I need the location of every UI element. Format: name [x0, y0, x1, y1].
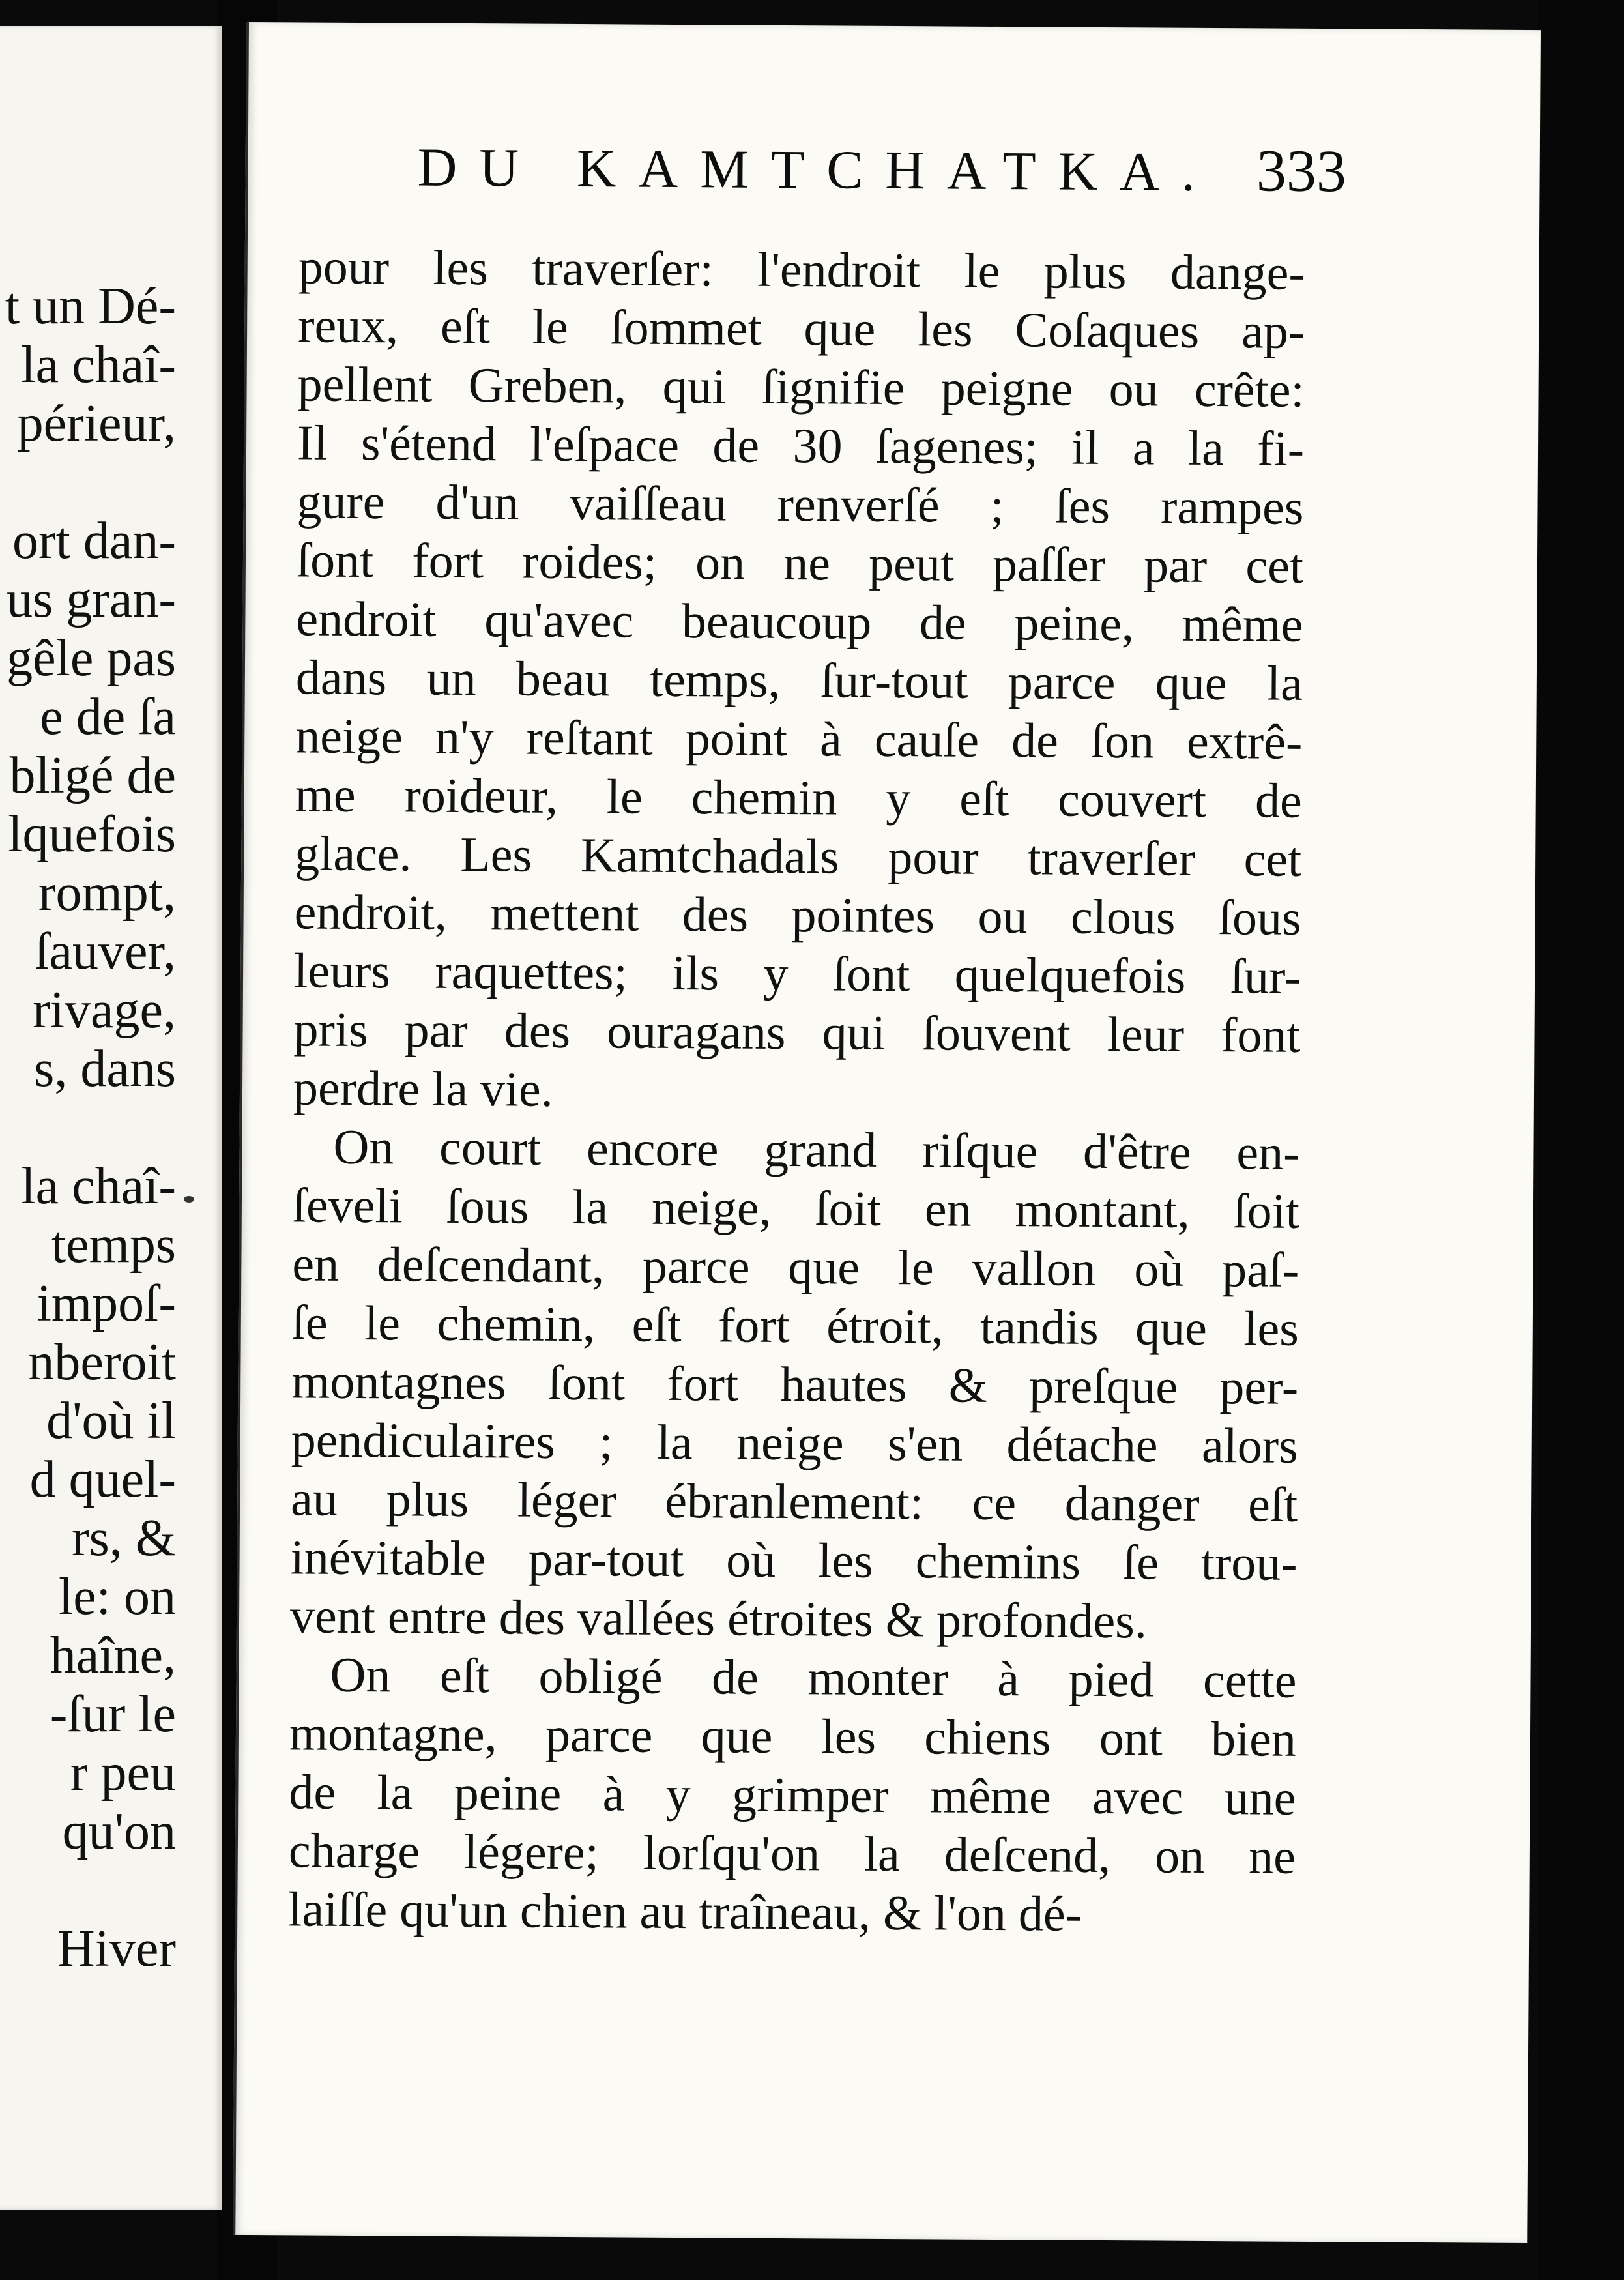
running-title: DU KAMTCHATKA.	[417, 137, 1218, 203]
left-fragment-line: rompt,	[38, 864, 176, 922]
left-fragment-line: le: on	[59, 1568, 176, 1626]
text-line: neige n'y reſtant point à cauſe de ſon extrê-	[295, 709, 1303, 770]
paragraph	[290, 1117, 1300, 1651]
text-line: glace. Les Kamtchadals pour traverſer cet	[294, 826, 1302, 887]
left-fragment-line: d quel-	[29, 1451, 176, 1508]
text-line: charge légere; lorſqu'on la deſcend, on ne	[288, 1823, 1296, 1884]
left-fragment-line: e de ſa	[40, 688, 176, 746]
left-fragment-line: gêle pas	[7, 630, 176, 687]
right-page	[233, 22, 1541, 2243]
left-fragment-line: r peu	[70, 1744, 176, 1802]
text-line: pendiculaires ; la neige s'en détache alors	[291, 1412, 1298, 1474]
text-line: Il s'étend l'eſpace de 30 ſagenes; il a la fi-	[297, 415, 1305, 476]
left-fragment-line: ſauver,	[35, 923, 176, 980]
left-fragment-line: impoſ-	[36, 1275, 176, 1332]
ink-speck	[184, 1196, 194, 1203]
text-line: montagne, parce que les chiens ont bien	[289, 1706, 1297, 1767]
left-fragment-line: rs, &	[72, 1510, 176, 1567]
left-fragment-line: temps	[51, 1216, 176, 1274]
left-fragment-line: lquefois	[8, 806, 176, 863]
left-fragment-line: haîne,	[50, 1627, 176, 1684]
text-line: ſont fort roides; on ne peut paſſer par cet	[296, 533, 1304, 594]
text-line: gure d'un vaiſſeau renverſé ; ſes rampes	[297, 474, 1304, 535]
left-fragment-line: ort dan-	[12, 512, 176, 570]
text-line: On eſt obligé de monter à pied cette	[330, 1647, 1297, 1708]
left-fragment-line: d'où il	[46, 1392, 176, 1450]
text-line: vent entre des vallées étroites & profondes.	[289, 1588, 1148, 1649]
left-fragment-line: rivage,	[33, 982, 176, 1039]
left-fragment-line: bligé de	[9, 747, 176, 804]
left-fragment-line: qu'on	[62, 1803, 176, 1860]
text-line: dans un beau temps, ſur-tout parce que la	[295, 650, 1303, 711]
page-header	[417, 131, 1552, 207]
text-line: endroit qu'avec beaucoup de peine, même	[296, 591, 1303, 652]
text-line: pellent Greben, qui ſignifie peigne ou crête:	[297, 357, 1305, 418]
text-line: au plus léger ébranlement: ce danger eſt	[290, 1471, 1298, 1532]
text-line: laiſſe qu'un chien au traîneau, & l'on dé-	[288, 1882, 1082, 1942]
body-text	[288, 237, 1305, 1944]
left-fragment-line: la chaî-	[21, 336, 176, 394]
left-fragment-line: Hiver	[57, 1920, 176, 1978]
left-fragment-line: la chaî-	[21, 1158, 176, 1215]
left-page	[0, 26, 222, 2210]
left-fragment-line	[0, 1098, 176, 1157]
left-fragment-line: -ſur le	[50, 1686, 176, 1743]
text-line: pris par des ouragans qui ſouvent leur font	[293, 1002, 1301, 1063]
text-line: reux, eſt le ſommet que les Coſaques ap-	[297, 298, 1305, 359]
page-number: 333	[1256, 137, 1347, 205]
left-page-text-fragments	[0, 277, 176, 1978]
text-line: montagnes ſont fort hautes & preſque per-	[291, 1354, 1299, 1415]
left-fragment-line	[0, 1861, 176, 1920]
text-line: leurs raquettes; ils y ſont quelquefois ſur-	[293, 943, 1301, 1004]
left-fragment-line: s, dans	[34, 1040, 176, 1098]
text-line: en deſcendant, parce que le vallon où paſ-	[292, 1236, 1299, 1298]
paragraph	[288, 1645, 1297, 1944]
text-line: endroit, mettent des pointes ou clous ſous	[294, 884, 1301, 946]
text-line: de la peine à y grimper même avec une	[289, 1764, 1296, 1826]
text-line: ſe le chemin, eſt fort étroit, tandis que les	[291, 1295, 1299, 1356]
left-fragment-line: nberoit	[28, 1334, 176, 1391]
text-line: inévitable par-tout où les chemins ſe trou-	[290, 1530, 1298, 1591]
left-fragment-line	[0, 453, 176, 512]
paragraph	[293, 237, 1305, 1123]
text-line: perdre la vie.	[293, 1060, 554, 1117]
left-fragment-line: périeur,	[17, 395, 176, 452]
left-fragment-line: t un Dé-	[5, 278, 176, 335]
text-line: On court encore grand riſque d'être en-	[333, 1119, 1300, 1180]
scan-background	[1537, 0, 1624, 2280]
text-line: ſeveli ſous la neige, ſoit en montant, ſoit	[292, 1178, 1300, 1239]
text-line: pour les traverſer: l'endroit le plus dange-	[298, 239, 1305, 300]
text-line: me roideur, le chemin y eſt couvert de	[295, 767, 1303, 828]
left-fragment-line: us gran-	[7, 571, 176, 628]
